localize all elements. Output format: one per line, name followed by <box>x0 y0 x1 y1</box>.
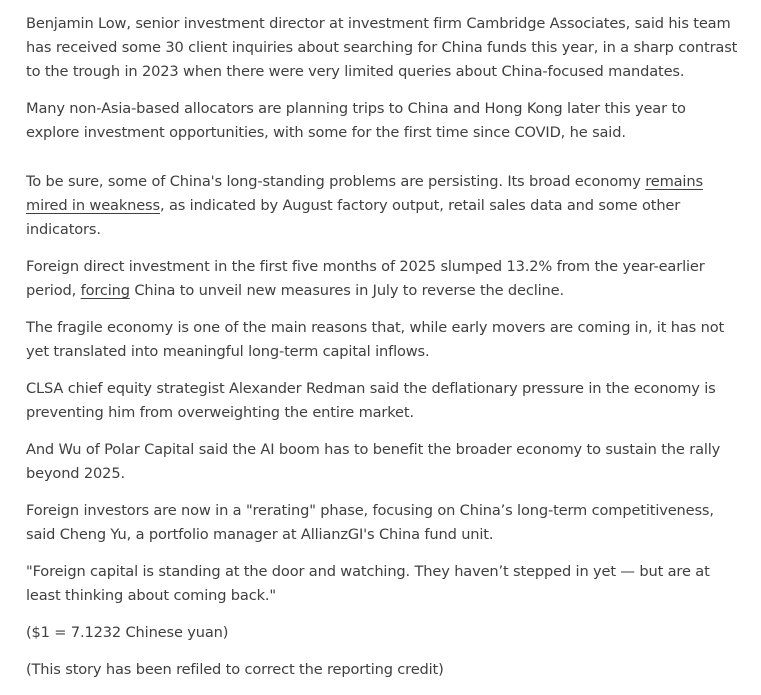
paragraph-exchange-rate: ($1 = 7.1232 Chinese yuan) <box>26 624 229 641</box>
paragraph-quote-foreign-capital: "Foreign capital is standing at the door and watching. They haven’t stepped in yet — but are at least thinking about coming back." <box>26 563 710 604</box>
paragraph-long-standing-problems <box>26 170 738 242</box>
paragraph-cambridge-associates: Benjamin Low, senior investment director at investment firm Cambridge Associates, said his team has received some 30 client inquiries about searching for China funds this year, in a sharp contrast to the trough in 2023 when there were very limited queries about China-focused mandates. <box>26 15 738 80</box>
paragraph-text-before-link: Foreign direct investment in the first five months of 2025 slumped 13.2% from the year-earlier period, <box>26 258 705 299</box>
paragraph-text-before-link: To be sure, some of China's long-standing problems are persisting. Its broad economy <box>26 173 646 190</box>
paragraph-clsa-strategist: CLSA chief equity strategist Alexander Redman said the deflationary pressure in the economy is preventing him from overweighting the entire market. <box>26 380 716 421</box>
paragraph-fragile-economy: The fragile economy is one of the main reasons that, while early movers are coming in, it has not yet translated into meaningful long-term capital inflows. <box>26 319 725 360</box>
paragraph-allocators-trips: Many non-Asia-based allocators are planning trips to China and Hong Kong later this year to explore investment opportunities, with some for the first time since COVID, he said. <box>26 100 686 141</box>
link-forcing[interactable]: forcing <box>80 282 130 299</box>
paragraph-text-after-link: China to unveil new measures in July to reverse the decline. <box>129 282 564 299</box>
paragraph-refiled-note: (This story has been refiled to correct the reporting credit) <box>26 661 444 678</box>
link-remains-mired-in-weakness[interactable]: remains mired in weakness <box>26 173 703 214</box>
article-body <box>26 12 738 695</box>
paragraph-polar-capital: And Wu of Polar Capital said the AI boom has to benefit the broader economy to sustain the rally beyond 2025. <box>26 441 721 482</box>
paragraph-foreign-direct-investment <box>26 255 738 303</box>
paragraph-text-after-link: , as indicated by August factory output, retail sales data and some other indicators. <box>26 197 681 238</box>
paragraph-rerating-phase: Foreign investors are now in a "rerating" phase, focusing on China’s long-term competitiveness, said Cheng Yu, a portfolio manager at AllianzGI's China fund unit. <box>26 502 714 543</box>
